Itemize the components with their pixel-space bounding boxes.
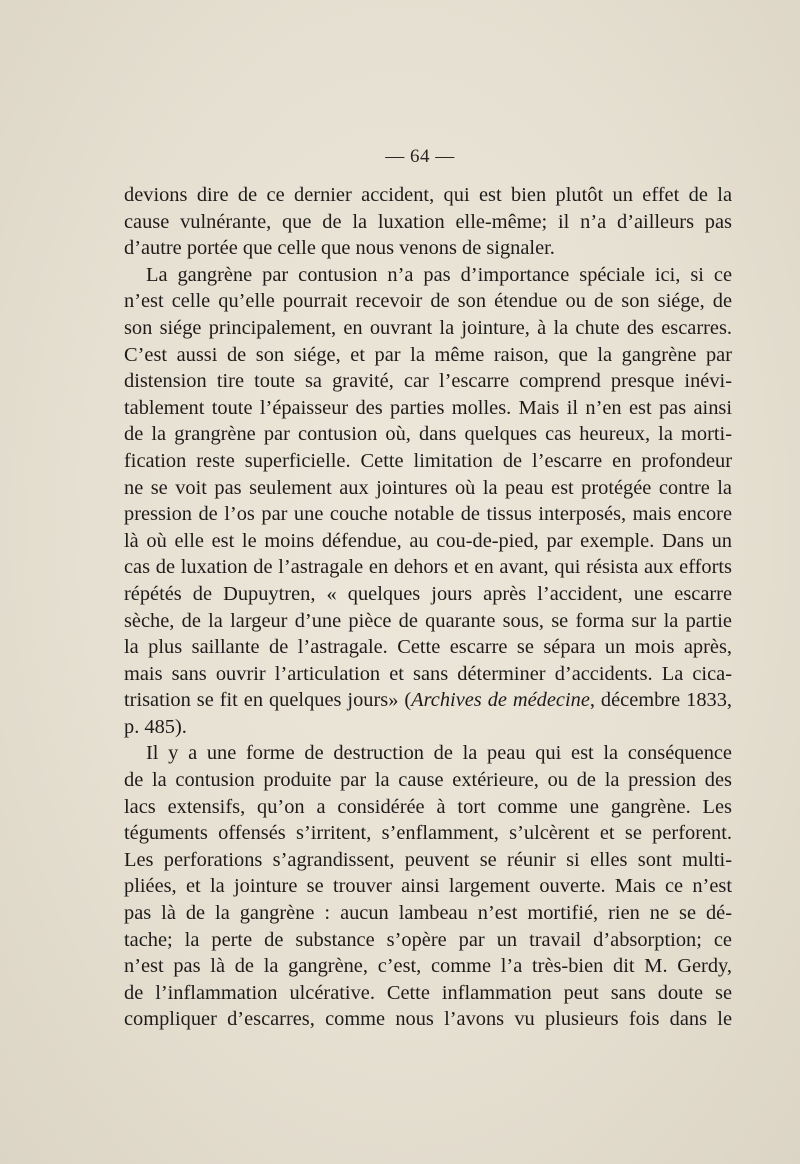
text-line-with-citation: [124, 687, 732, 714]
text-line: sèche, de la largeur d’une pièce de quarante sous, se forma sur la partie: [124, 609, 732, 632]
text-line: Les perforations s’agrandissent, peuvent se réunir si elles sont multi-: [124, 848, 732, 871]
text-line: n’est celle qu’elle pourrait recevoir de son étendue ou de son siége, de: [124, 290, 732, 313]
text-line: ne se voit pas seulement aux jointures où la peau est protégée contre la: [124, 476, 732, 499]
text-line: compliquer d’escarres, comme nous l’avons vu plusieurs fois dans le: [124, 1008, 732, 1031]
journal-title: Archives de médecine: [411, 689, 590, 712]
text-line: répétés de Dupuytren, « quelques jours après l’accident, une escarre: [124, 582, 732, 605]
text-line: mais sans ouvrir l’articulation et sans déterminer d’accidents. La cica-: [124, 662, 732, 685]
text-line: devions dire de ce dernier accident, qui est bien plutôt un effet de la: [124, 184, 732, 206]
text-line: p. 485).: [124, 715, 187, 738]
text-line: pliées, et la jointure se trouver ainsi largement ouverte. Mais ce n’est: [124, 875, 732, 898]
text-line: fication reste superficielle. Cette limitation de l’escarre en profondeur: [124, 449, 732, 472]
text-line: tache; la perte de substance s’opère par un travail d’absorption; ce: [124, 928, 732, 951]
text-line: de la contusion produite par la cause extérieure, ou de la pression des: [124, 769, 732, 792]
text-line: pression de l’os par une couche notable de tissus interposés, mais encore: [124, 503, 732, 526]
text-line: Il y a une forme de destruction de la peau qui est la conséquence: [146, 742, 732, 765]
text-line: son siége principalement, en ouvrant la jointure, à la chute des escarres.: [124, 316, 732, 339]
text-line: là où elle est le moins défendue, au cou-de-pied, par exemple. Dans un: [124, 529, 732, 552]
text-line: cas de luxation de l’astragale en dehors et en avant, qui résista aux efforts: [124, 556, 732, 579]
text-line: d’autre portée que celle que nous venons de signaler.: [124, 237, 555, 260]
citation-lead: trisation se fit en quelques jours» (: [124, 689, 412, 712]
text-line: C’est aussi de son siége, et par la même raison, que la gangrène par: [124, 343, 732, 366]
text-line: de la grangrène par contusion où, dans quelques cas heureux, la morti-: [124, 423, 732, 446]
text-line: lacs extensifs, qu’on a considérée à tort comme une gangrène. Les: [124, 795, 732, 818]
text-line: pas là de la gangrène : aucun lambeau n’est mortifié, rien ne se dé-: [124, 902, 732, 925]
text-line: téguments offensés s’irritent, s’enflamment, s’ulcèrent et se perforent.: [124, 822, 732, 845]
text-line: La gangrène par contusion n’a pas d’importance spéciale ici, si ce: [146, 263, 732, 286]
paragraph-2: [124, 262, 732, 741]
body-text: [124, 182, 732, 1033]
text-line: de l’inflammation ulcérative. Cette inflammation peut sans doute se: [124, 981, 732, 1004]
text-line: distension tire toute sa gravité, car l’escarre comprend presque inévi-: [124, 370, 732, 393]
paragraph-3: [124, 740, 732, 1033]
citation-date: , décembre 1833,: [589, 689, 732, 712]
paragraph-1: [124, 182, 732, 262]
page-number: — 64 —: [385, 146, 455, 167]
text-line: la plus saillante de l’astragale. Cette escarre se sépara un mois après,: [124, 636, 732, 659]
text-line: cause vulnérante, que de la luxation elle-même; il n’a d’ailleurs pas: [124, 210, 732, 233]
text-line: tablement toute l’épaisseur des parties molles. Mais il n’en est pas ainsi: [124, 396, 732, 419]
text-line: n’est pas là de la gangrène, c’est, comme l’a très-bien dit M. Gerdy,: [124, 955, 732, 978]
